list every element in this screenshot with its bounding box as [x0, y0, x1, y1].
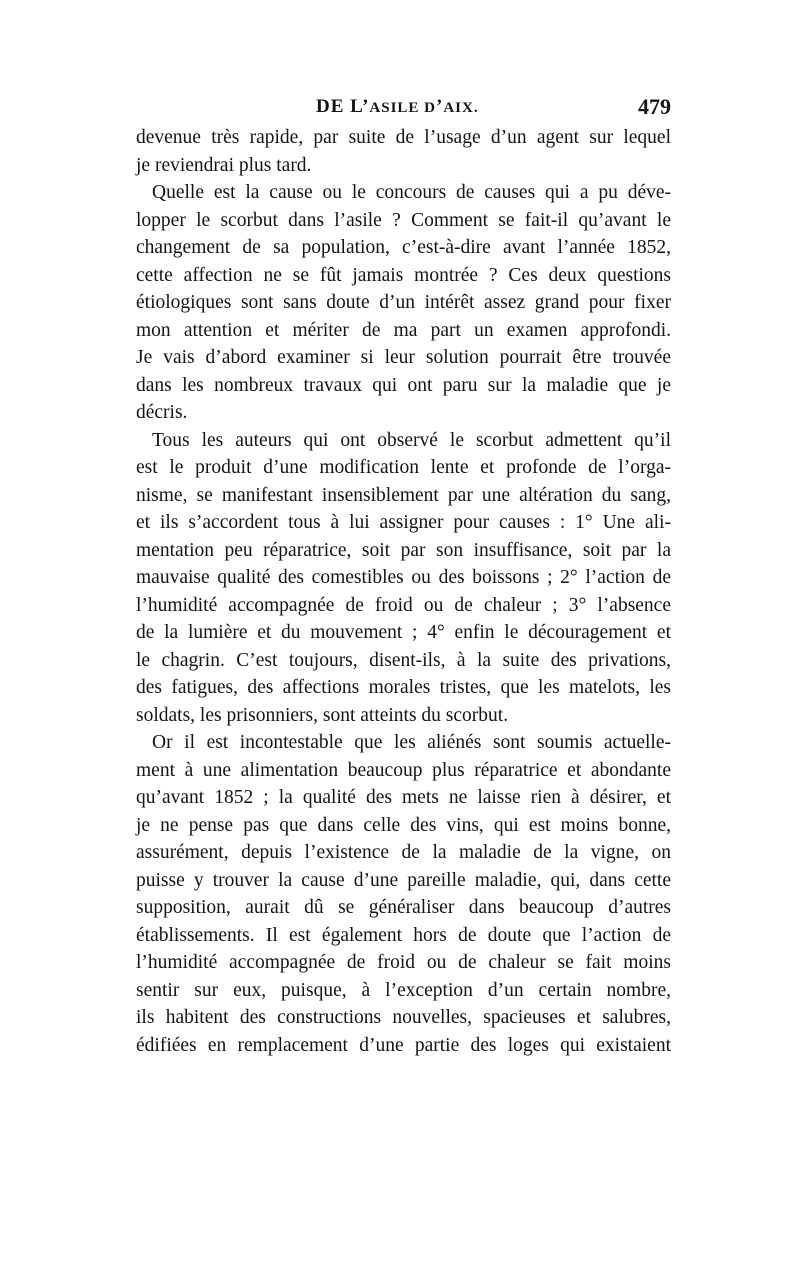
text-line: lopper le scorbut dans l’asile ? Comment se fait-il qu’avant le [136, 209, 671, 231]
text-line: l’humidité accompagnée de froid ou de chaleur se fait moins [136, 952, 671, 973]
text-line: supposition, aurait dû se généraliser dans beaucoup d’autres [136, 897, 671, 918]
text-line: des fatigues, des affections morales tristes, que les matelots, les [136, 677, 671, 698]
running-head-word-1: ASILE D [369, 100, 437, 116]
text-line: ment à une alimentation beaucoup plus réparatrice et abondante [136, 759, 671, 781]
text-line: édifiées en remplacement d’une partie des loges qui existaient [136, 1034, 671, 1056]
text-line: Or il est incontestable que les aliénés sont soumis actuelle- [152, 732, 671, 753]
text-line: soldats, les prisonniers, sont atteints du scorbut. [136, 704, 509, 726]
page-number: 479 [638, 94, 671, 119]
text-line: ils habitent des constructions nouvelles, spacieuses et salubres, [136, 1007, 671, 1028]
running-head-apostrophe-2: ’ [436, 96, 444, 117]
running-head [136, 92, 671, 122]
text-line: puisse y trouver la cause d’une pareille maladie, qui, dans cette [136, 869, 671, 891]
text-line: sentir sur eux, puisque, à l’exception d’un certain nombre, [136, 979, 671, 1001]
text-line: je reviendrai plus tard. [136, 154, 312, 176]
text-line: mauvaise qualité des comestibles ou des boissons ; 2° l’action de [136, 567, 671, 588]
text-line: Tous les auteurs qui ont observé le scorbut admettent qu’il [152, 429, 671, 451]
text-line: étiologiques sont sans doute d’un intérêt assez grand pour fixer [136, 292, 671, 313]
text-line: est le produit d’une modification lente et profonde de l’orga- [136, 457, 671, 478]
text-line: décris. [136, 402, 188, 423]
running-head-word-2: AIX. [443, 100, 479, 116]
text-line: établissements. Il est également hors de doute que l’action de [136, 924, 671, 946]
text-line: mentation peu réparatrice, soit par son insuffisance, soit par la [136, 539, 671, 561]
text-line: devenue très rapide, par suite de l’usage d’un agent sur lequel [136, 127, 671, 148]
text-line: et ils s’accordent tous à lui assigner pour causes : 1° Une ali- [136, 512, 671, 533]
text-line: de la lumière et du mouvement ; 4° enfin le découragement et [136, 622, 671, 643]
text-line: qu’avant 1852 ; la qualité des mets ne laisse rien à désirer, et [136, 787, 671, 808]
text-line: dans les nombreux travaux qui ont paru sur la maladie que je [136, 374, 671, 396]
text-line: Quelle est la cause ou le concours de causes qui a pu déve- [152, 182, 671, 203]
running-head-title [316, 92, 479, 123]
running-head-apostrophe-1: ’ [362, 96, 370, 117]
running-head-prefix: DE L [316, 96, 363, 117]
text-line: Je vais d’abord examiner si leur solution pourrait être trouvée [136, 347, 671, 368]
body-text [136, 124, 671, 1059]
text-line: le chagrin. C’est toujours, disent-ils, à la suite des privations, [136, 649, 671, 671]
text-line: changement de sa population, c’est-à-dire avant l’année 1852, [136, 237, 671, 258]
text-line: l’humidité accompagnée de froid ou de chaleur ; 3° l’absence [136, 594, 671, 616]
text-line: mon attention et mériter de ma part un examen approfondi. [136, 319, 671, 341]
text-line: je ne pense pas que dans celle des vins, qui est moins bonne, [136, 814, 671, 836]
text-line: assurément, depuis l’existence de la maladie de la vigne, on [136, 842, 671, 863]
text-line: nisme, se manifestant insensiblement par une altération du sang, [136, 484, 671, 506]
text-line: cette affection ne se fût jamais montrée ? Ces deux questions [136, 264, 671, 286]
